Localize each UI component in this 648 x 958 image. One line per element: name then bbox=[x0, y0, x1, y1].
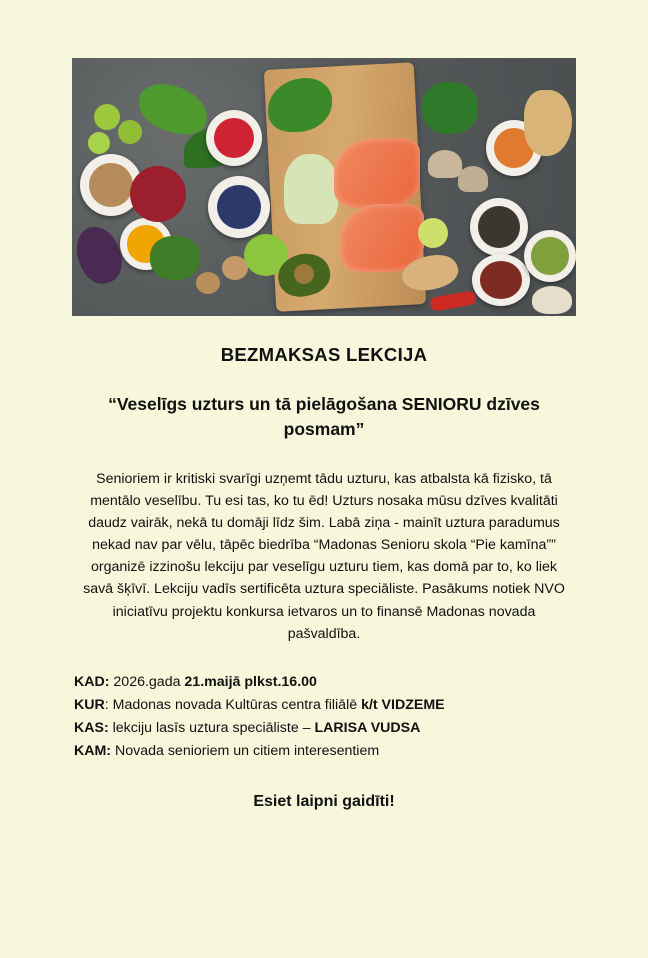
bowl-blueberries bbox=[208, 176, 270, 238]
poster-page bbox=[0, 58, 648, 958]
lime-2 bbox=[118, 120, 142, 144]
lime-1 bbox=[94, 104, 120, 130]
page-title: BEZMAKSAS LEKCIJA bbox=[220, 344, 428, 365]
bowl-strawberries bbox=[206, 110, 262, 166]
detail-label-kas: KAS: bbox=[74, 719, 109, 736]
detail-label-kur: KUR bbox=[74, 696, 105, 713]
salmon-steak-1 bbox=[334, 138, 420, 208]
detail-bold-kas: LARISA VUDSA bbox=[314, 719, 421, 736]
detail-text-kas: lekciju lasīs uztura speciāliste – bbox=[108, 719, 315, 736]
detail-text-kam: Novada senioriem un citiem interesentiem bbox=[111, 742, 380, 759]
description-paragraph: Senioriem ir kritiski svarīgi uzņemt tādu uzturu, kas atbalsta kā fizisko, tā mentālo veselību. Tu esi tas, ko tu ēd! Uzturs nosaka mūsu dzīves kvalitāti daudz vairāk, nekā tu domāji līdz šim. Labā ziņa - mainīt uztura paradumus nekad nav par vēlu, tāpēc biedrība “Madonas Senioru skola “Pie kamīna”” organizē izzinošu lekciju par veselīgu uzturu tiem, kas domā par to, ko liek savā šķīvī. Lekciju vadīs sertificēta uztura speciāliste. Pasākums notiek NVO iniciatīvu projektu konkursa ietvaros un to finansē Madonas novada pašvaldība. bbox=[83, 470, 565, 642]
detail-bold-kad: 21.maijā plkst.16.00 bbox=[184, 673, 317, 690]
walnut-1 bbox=[222, 256, 248, 280]
green-pepper bbox=[422, 82, 478, 134]
broccoli bbox=[150, 236, 200, 280]
bowl-pumpkin-seeds bbox=[524, 230, 576, 282]
bowl-beans bbox=[472, 254, 530, 306]
detail-row-kam bbox=[74, 740, 576, 763]
mushroom-2 bbox=[458, 166, 488, 192]
detail-row-kur bbox=[74, 694, 576, 717]
avocado-pit bbox=[294, 264, 314, 284]
detail-text-kur: : Madonas novada Kultūras centra filiālē bbox=[104, 696, 362, 713]
closing-line: Esiet laipni gaidīti! bbox=[253, 792, 395, 810]
detail-text-kad: 2026.gada bbox=[109, 673, 185, 690]
mushroom-1 bbox=[428, 150, 462, 178]
detail-label-kam: KAM: bbox=[74, 742, 112, 759]
fennel bbox=[284, 154, 338, 224]
lecture-subtitle: “Veselīgs uzturs un tā pielāgošana SENIORU dzīves posmam” bbox=[108, 394, 540, 439]
detail-row-kas bbox=[74, 717, 576, 740]
walnut-2 bbox=[196, 272, 220, 294]
detail-bold-kur: k/t VIDZEME bbox=[361, 696, 445, 713]
detail-label-kad: KAD: bbox=[74, 673, 110, 690]
detail-row-kad bbox=[74, 671, 576, 694]
hero-food-image bbox=[72, 58, 576, 316]
bowl-chia-seeds bbox=[470, 198, 528, 256]
garlic bbox=[532, 286, 572, 314]
lime-half bbox=[418, 218, 448, 248]
pomegranate bbox=[130, 166, 186, 222]
lime-3 bbox=[88, 132, 110, 154]
event-details bbox=[72, 671, 576, 763]
